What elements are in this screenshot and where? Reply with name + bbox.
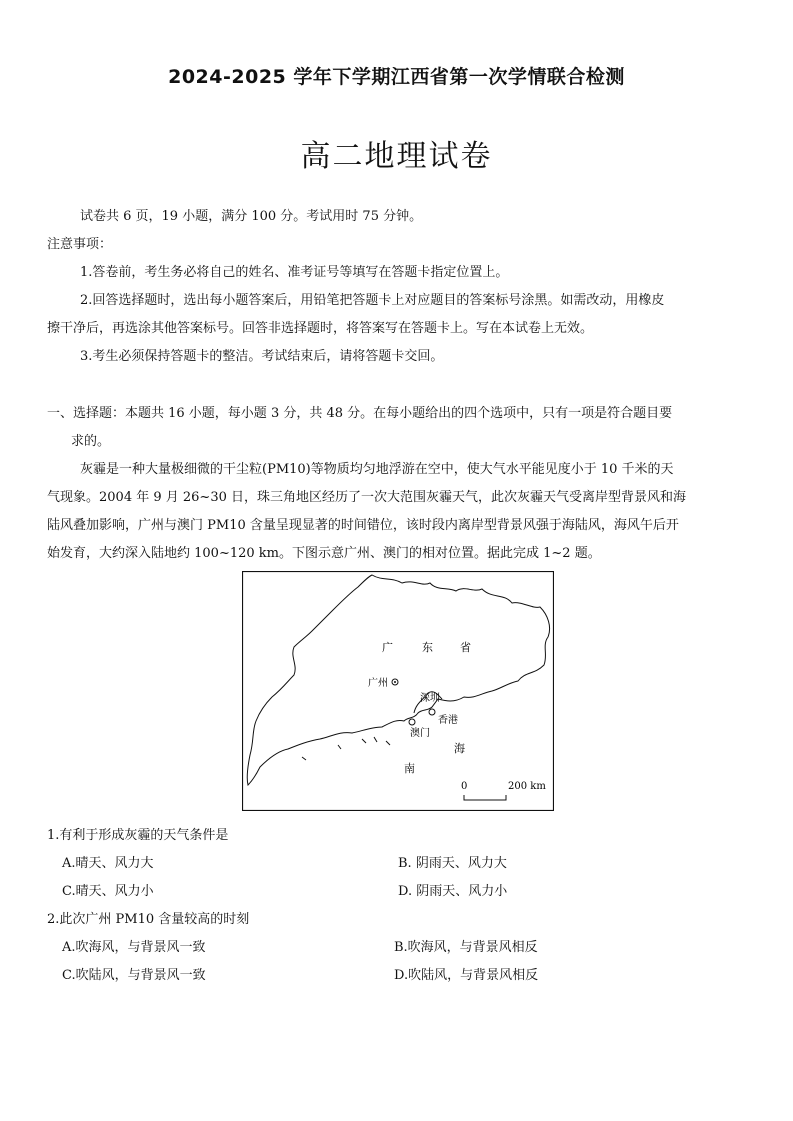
scale-label: 200 km <box>508 781 546 792</box>
passage-line-1: 灰霾是一种大量极细微的干尘粒(PM10)等物质均匀地浮游在空中，使大气水平能见度小于 10 千米的天 <box>80 462 674 477</box>
passage-line-2: 气现象。2004 年 9 月 26~30 日，珠三角地区经历了一次大范围灰霾天气，此次灰霾天气受离岸型背景风和海 <box>47 490 686 505</box>
q2-option-b: B.吹海风，与背景风相反 <box>394 940 538 955</box>
notice-label: 注意事项： <box>47 237 113 252</box>
sea-label-hai: 海 <box>454 742 465 755</box>
exam-header: 2024-2025 学年下学期江西省第一次学情联合检测 <box>168 66 625 88</box>
shenzhen-label: 深圳 <box>420 693 440 704</box>
guangdong-map <box>242 571 554 811</box>
page-title: 高二地理试卷 <box>300 139 493 174</box>
q2-option-a: A.吹海风，与背景风一致 <box>62 940 206 955</box>
hongkong-label: 香港 <box>438 715 458 726</box>
map-frame <box>243 572 554 811</box>
scale-bar <box>464 795 506 800</box>
province-char-2: 东 <box>422 641 433 654</box>
province-boundary <box>247 575 549 785</box>
passage-line-4: 始发育，大约深入陆地约 100~120 km。下图示意广州、澳门的相对位置。据此完成 1~2 题。 <box>47 546 601 561</box>
q1-option-b: B. 阴雨天、风力大 <box>398 856 507 871</box>
scale-zero: 0 <box>461 781 468 792</box>
question-1-stem: 1.有利于形成灰霾的天气条件是 <box>47 828 229 843</box>
q2-option-d: D.吹陆风，与背景风相反 <box>394 968 539 983</box>
passage-line-3: 陆风叠加影响，广州与澳门 PM10 含量呈现显著的时间错位，该时段内离岸型背景风强于海陆风，海风午后开 <box>47 518 679 533</box>
province-char-1: 广 <box>382 641 393 654</box>
notice-2: 2.回答选择题时，选出每小题答案后，用铅笔把答题卡上对应题目的答案标号涂黑。如需改动，用橡皮 <box>80 293 665 308</box>
section-heading: 一、选择题：本题共 16 小题，每小题 3 分，共 48 分。在每小题给出的四个选项中，只有一项是符合题目要 <box>47 406 673 421</box>
notice-2-cont: 擦干净后，再选涂其他答案标号。回答非选择题时，将答案写在答题卡上。写在本试卷上无效。 <box>47 321 594 336</box>
macau-marker <box>409 719 415 725</box>
q2-option-c: C.吹陆风，与背景风一致 <box>62 968 206 983</box>
macau-label: 澳门 <box>410 728 430 739</box>
sea-label-south: 南 <box>404 762 415 775</box>
province-char-3: 省 <box>460 641 471 654</box>
guangzhou-label: 广州 <box>368 678 388 689</box>
section-heading-cont: 求的。 <box>71 434 111 449</box>
notice-3: 3.考生必须保持答题卡的整洁。考试结束后，请将答题卡交回。 <box>80 349 444 364</box>
intro-text: 试卷共 6 页，19 小题，满分 100 分。考试用时 75 分钟。 <box>80 209 423 224</box>
q1-option-a: A.晴天、风力大 <box>62 856 154 871</box>
guangzhou-marker-dot <box>394 681 396 683</box>
shenzhen-marker <box>429 709 435 715</box>
q1-option-d: D. 阴雨天、风力小 <box>398 884 508 899</box>
notice-1: 1.答卷前，考生务必将自己的姓名、准考证号等填写在答题卡指定位置上。 <box>80 265 509 280</box>
q1-option-c: C.晴天、风力小 <box>62 884 154 899</box>
question-2-stem: 2.此次广州 PM10 含量较高的时刻 <box>47 912 250 927</box>
